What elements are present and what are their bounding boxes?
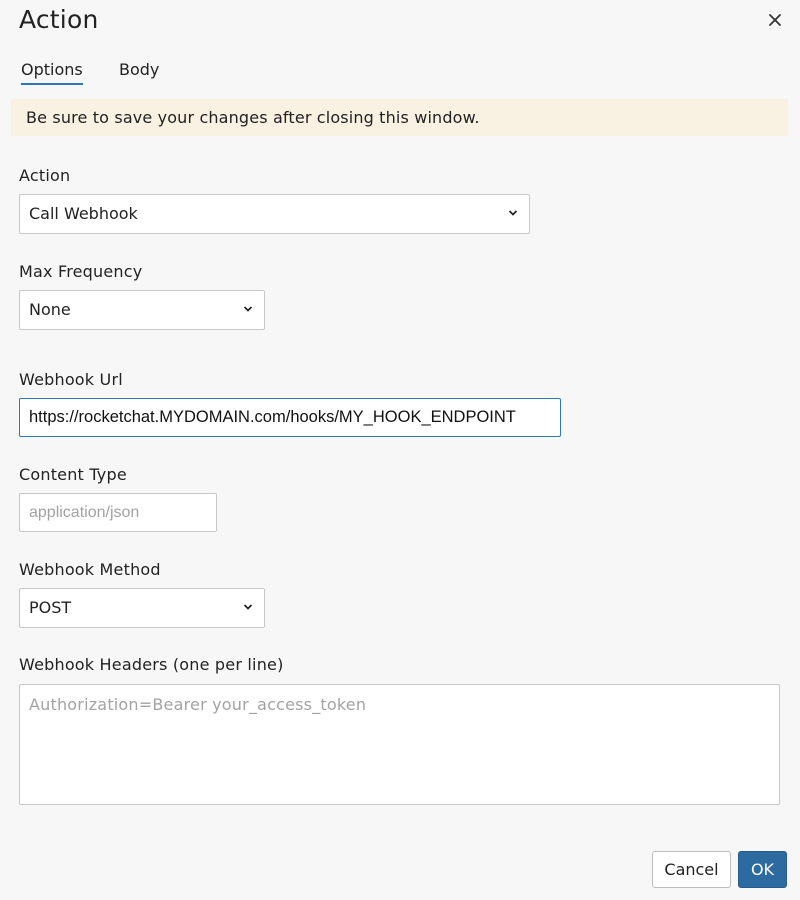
dialog-title: Action [19, 5, 99, 34]
webhook-method-select[interactable] [19, 588, 265, 628]
close-icon[interactable] [764, 9, 786, 31]
action-select-value: Call Webhook [29, 204, 138, 223]
max-frequency-select-value: None [29, 300, 71, 319]
webhook-method-label: Webhook Method [19, 560, 161, 579]
action-select[interactable] [19, 194, 530, 234]
content-type-label: Content Type [19, 465, 127, 484]
webhook-method-select-value: POST [29, 598, 72, 617]
webhook-url-value: https://rocketchat.MYDOMAIN.com/hooks/MY_HOOK_ENDPOINT [29, 408, 516, 426]
tab-options[interactable]: Options [21, 60, 83, 85]
webhook-headers-textarea[interactable] [19, 684, 780, 805]
webhook-headers-label: Webhook Headers (one per line) [19, 655, 284, 674]
webhook-url-label: Webhook Url [19, 370, 123, 389]
chevron-down-icon [243, 305, 253, 313]
content-type-input[interactable] [19, 493, 217, 532]
chevron-down-icon [508, 209, 518, 217]
tab-body[interactable]: Body [119, 60, 160, 79]
action-label: Action [19, 166, 71, 185]
cancel-button[interactable]: Cancel [652, 851, 731, 888]
max-frequency-label: Max Frequency [19, 262, 143, 281]
max-frequency-select[interactable] [19, 290, 265, 330]
webhook-url-input[interactable] [19, 398, 561, 437]
ok-button[interactable]: OK [738, 851, 787, 888]
save-notice: Be sure to save your changes after closing this window. [11, 99, 788, 136]
content-type-placeholder: application/json [29, 504, 140, 521]
chevron-down-icon [243, 603, 253, 611]
webhook-headers-placeholder: Authorization=Bearer your_access_token [29, 695, 367, 714]
